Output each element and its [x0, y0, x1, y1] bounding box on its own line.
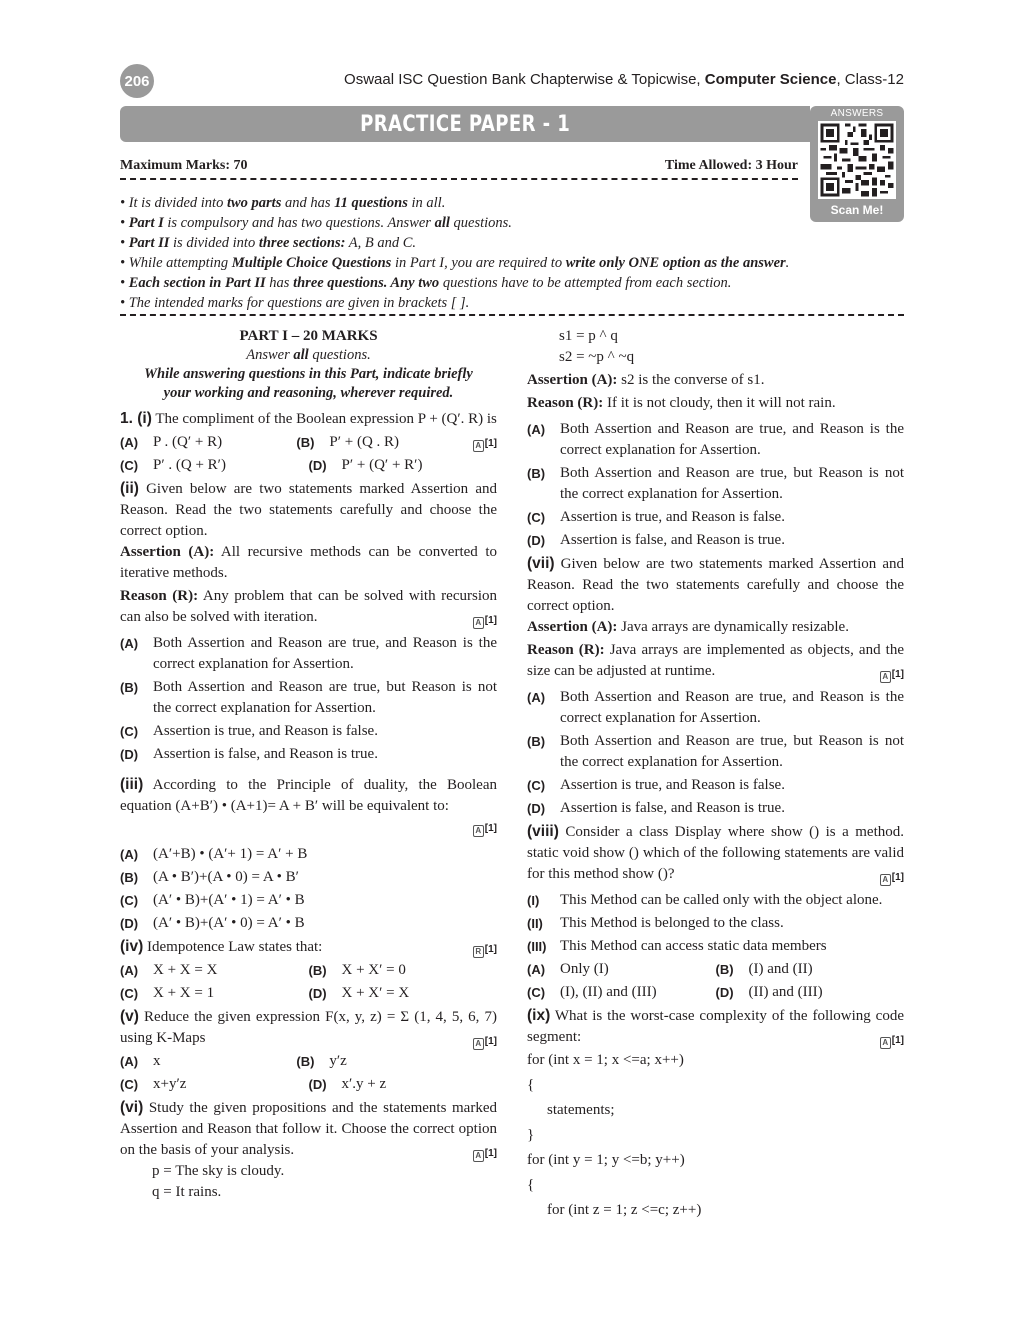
- analyse-icon: A: [473, 1150, 484, 1162]
- instruction-item: • Part I is compulsory and has two questions. Answer all questions.: [120, 215, 512, 231]
- options-row: [120, 432, 473, 453]
- option-c[interactable]: (C) P′ . (Q + R′): [120, 457, 226, 473]
- title-bar: [120, 106, 810, 142]
- reason: Reason (R): If it is not cloudy, then it will not rain.: [527, 395, 836, 411]
- option-a[interactable]: (A) Both Assertion and Reason are true, and Reason is the correct explanation for Assertion.: [527, 421, 904, 458]
- option-a[interactable]: (A) x: [120, 1053, 161, 1069]
- options-row: [527, 959, 904, 980]
- option-c[interactable]: (C) (A′ • B)+(A′ • 1) = A′ • B: [120, 892, 305, 908]
- mark-badge: A [1]: [880, 867, 904, 888]
- option-d[interactable]: (D) (II) and (III): [715, 984, 823, 1000]
- option-a[interactable]: (A) Both Assertion and Reason are true, and Reason is the correct explanation for Assertion.: [120, 635, 497, 672]
- running-head-prefix: Oswaal ISC Question Bank Chapterwise & Topicwise,: [344, 71, 705, 88]
- question-1-iv: (iv) Idempotence Law states that: R [1]: [120, 936, 497, 958]
- option-b[interactable]: (B) (I) and (II): [715, 961, 813, 977]
- option-b[interactable]: (B) Both Assertion and Reason are true, but Reason is not the correct explanation for Assertion.: [527, 733, 904, 770]
- code-line: {: [527, 1077, 535, 1093]
- question-1-ii: (ii) Given below are two statements marked Assertion and Reason. Read the two statements carefully and choose the correct option.: [120, 480, 497, 539]
- option-d[interactable]: (D) Assertion is false, and Reason is true.: [120, 746, 378, 762]
- qr-top-label: ANSWERS: [830, 108, 884, 119]
- remember-icon: R: [473, 946, 484, 958]
- page-number: 206: [120, 64, 154, 98]
- option-d[interactable]: (D) Assertion is false, and Reason is true.: [527, 532, 785, 548]
- statement-ii: (II) This Method is belonged to the class.: [527, 915, 784, 931]
- options-row: [120, 455, 497, 476]
- option-b[interactable]: (B) Both Assertion and Reason are true, but Reason is not the correct explanation for Assertion.: [527, 465, 904, 502]
- mark-badge: A [1]: [880, 664, 904, 685]
- question-1-v: (v) Reduce the given expression F(x, y, z) = Σ (1, 4, 5, 6, 7) using K-Maps A [1]: [120, 1006, 497, 1049]
- option-b[interactable]: (B) (A • B′)+(A • 0) = A • B′: [120, 869, 299, 885]
- instruction-item: • It is divided into two parts and has 11 questions in all.: [120, 195, 446, 211]
- proposition: p = The sky is cloudy.: [152, 1163, 285, 1179]
- question-1-vii: (vii) Given below are two statements marked Assertion and Reason. Read the two statements carefully and choose the correct option.: [527, 555, 904, 614]
- mark-badge: A [1]: [473, 610, 497, 631]
- instruction-item: • Each section in Part II has three questions. Any two questions have to be attempted from each section.: [120, 275, 732, 291]
- option-c[interactable]: (C) Assertion is true, and Reason is false.: [527, 777, 785, 793]
- instruction-item: • While attempting Multiple Choice Questions in Part I, you are required to write only ONE option as the answer.: [120, 255, 790, 271]
- analyse-icon: A: [473, 1038, 484, 1050]
- option-a[interactable]: (A) P . (Q′ + R): [120, 434, 223, 450]
- option-a[interactable]: (A) Only (I): [527, 961, 609, 977]
- proposition: s2 = ~p ^ ~q: [559, 349, 635, 365]
- divider-bottom: [120, 314, 904, 316]
- analyse-icon: A: [880, 671, 891, 683]
- code-line: for (int z = 1; z <=c; z++): [547, 1202, 702, 1218]
- options-row: [120, 1051, 473, 1072]
- analyse-icon: A: [880, 874, 891, 886]
- qr-bottom-label: Scan Me!: [830, 203, 884, 217]
- option-d[interactable]: (D) P′ + (Q′ + R′): [308, 457, 423, 473]
- option-a[interactable]: (A) Both Assertion and Reason are true, and Reason is the correct explanation for Assertion.: [527, 689, 904, 726]
- assertion: Assertion (A): All recursive methods can be converted to iterative methods.: [120, 544, 497, 581]
- running-head-subject: Computer Science: [704, 71, 837, 88]
- options-row: [527, 982, 904, 1003]
- instruction-item: • Part II is divided into three sections: A, B and C.: [120, 235, 417, 251]
- option-b[interactable]: (B) P′ + (Q . R): [296, 434, 400, 450]
- option-c[interactable]: (C) (I), (II) and (III): [527, 984, 657, 1000]
- option-b[interactable]: (B) X + X′ = 0: [308, 962, 406, 978]
- qr-code-icon[interactable]: [818, 121, 896, 199]
- left-column: [120, 326, 497, 1203]
- part-note: While answering questions in this Part, indicate briefly your working and reasoning, wherever required.: [144, 366, 473, 401]
- analyse-icon: A: [473, 440, 484, 452]
- instruction-item: • The intended marks for questions are given in brackets [ ].: [120, 295, 470, 311]
- option-d[interactable]: (D) X + X′ = X: [308, 985, 410, 1001]
- question-number: 1. (i): [120, 410, 152, 427]
- reason: Reason (R): Any problem that can be solved with recursion can also be solved with iteration. A [1]: [120, 586, 497, 628]
- question-1-vi: (vi) Study the given propositions and the statements marked Assertion and Reason that follow it. Choose the correct option on the basis of your analysis. A [1]: [120, 1097, 497, 1161]
- divider-top: [120, 178, 798, 180]
- page-title: PRACTICE PAPER - 1: [359, 111, 571, 137]
- part-heading: PART I – 20 MARKS: [239, 328, 378, 344]
- time-allowed: Time Allowed: 3 Hour: [664, 158, 798, 173]
- statement-i: (I) This Method can be called only with the object alone.: [527, 892, 883, 908]
- question-1-iii: (iii) According to the Principle of duality, the Boolean equation (A+B′) • (A+1)= A + B′ will be equivalent to:: [120, 776, 497, 814]
- options-row: [120, 983, 497, 1004]
- option-c[interactable]: (C) x+y′z: [120, 1076, 187, 1092]
- option-c[interactable]: (C) Assertion is true, and Reason is false.: [527, 509, 785, 525]
- statement-iii: (III) This Method can access static data members: [527, 938, 827, 954]
- maximum-marks: Maximum Marks: 70: [120, 158, 248, 173]
- option-b[interactable]: (B) y′z: [296, 1053, 347, 1069]
- analyse-icon: A: [473, 617, 484, 629]
- mark-badge: A [1]: [473, 433, 497, 454]
- assertion: Assertion (A): Java arrays are dynamically resizable.: [527, 619, 849, 635]
- option-c[interactable]: (C) Assertion is true, and Reason is false.: [120, 723, 378, 739]
- code-line: for (int y = 1; y <=b; y++): [527, 1152, 685, 1168]
- running-head: [344, 71, 904, 88]
- option-d[interactable]: (D) x′.y + z: [308, 1076, 387, 1092]
- options-row: [120, 1074, 497, 1095]
- question-1-viii: (viii) Consider a class Display where show () is a method. static void show () which of the following statements are valid for this method show ()? A [1]: [527, 821, 904, 885]
- mark-badge: A [1]: [473, 1143, 497, 1164]
- code-line: }: [527, 1127, 535, 1143]
- code-line: statements;: [547, 1102, 615, 1118]
- option-d[interactable]: (D) Assertion is false, and Reason is true.: [527, 800, 785, 816]
- mark-line: [120, 817, 497, 838]
- assertion: Assertion (A): s2 is the converse of s1.: [527, 372, 765, 388]
- question-1-ix: (ix) What is the worst-case complexity of the following code segment: A [1]: [527, 1005, 904, 1048]
- mark-badge: A [1]: [473, 823, 497, 834]
- proposition: q = It rains.: [152, 1184, 222, 1200]
- part-subheading: Answer all questions.: [246, 347, 371, 363]
- question-text: The compliment of the Boolean expression P + (Q′. R) is: [151, 411, 497, 427]
- mark-badge: A [1]: [473, 1031, 497, 1052]
- mark-badge: A [1]: [880, 1030, 904, 1051]
- code-line: for (int x = 1; x <=a; x++): [527, 1052, 684, 1068]
- option-a[interactable]: (A) X + X = X: [120, 962, 218, 978]
- option-d[interactable]: (D) (A′ • B)+(A′ • 0) = A′ • B: [120, 915, 305, 931]
- mark-badge: R [1]: [473, 939, 497, 960]
- right-column: [527, 326, 904, 1221]
- analyse-icon: A: [473, 825, 484, 837]
- general-instructions: [120, 193, 904, 313]
- option-c[interactable]: (C) X + X = 1: [120, 985, 215, 1001]
- proposition: s1 = p ^ q: [559, 328, 618, 344]
- option-b[interactable]: (B) Both Assertion and Reason are true, but Reason is not the correct explanation for Assertion.: [120, 679, 497, 716]
- options-row: [120, 960, 497, 981]
- reason: Reason (R): Java arrays are implemented as objects, and the size can be adjusted at runtime. A [1]: [527, 640, 904, 682]
- option-a[interactable]: (A) (A′+B) • (A′+ 1) = A′ + B: [120, 846, 308, 862]
- running-head-suffix: , Class-12: [836, 71, 904, 88]
- analyse-icon: A: [880, 1037, 891, 1049]
- code-line: {: [527, 1177, 535, 1193]
